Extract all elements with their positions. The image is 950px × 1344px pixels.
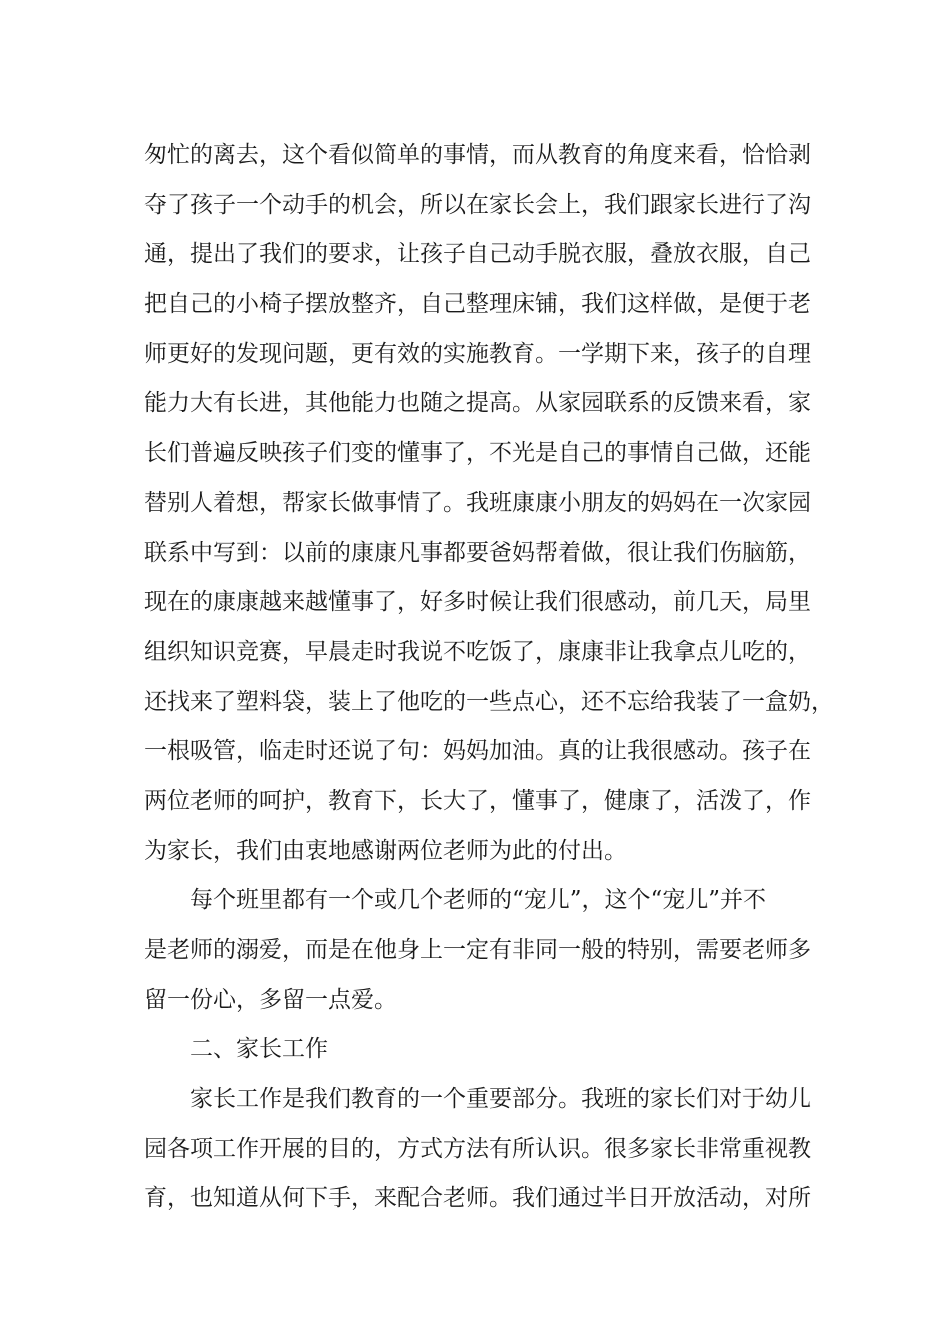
text-line: 还找来了塑料袋，装上了他吃的一些点心，还不忘给我装了一盒奶， [144,688,834,715]
text-line: 夺了孩子一个动手的机会，所以在家长会上，我们跟家长进行了沟 [144,191,811,218]
text-line: 育，也知道从何下手，来配合老师。我们通过半日开放活动，对所 [144,1185,811,1212]
text-line: 通，提出了我们的要求，让孩子自己动手脱衣服，叠放衣服，自己 [144,241,811,268]
text-line: 现在的康康越来越懂事了，好多时候让我们很感动，前几天，局里 [144,589,811,616]
text-line: 是老师的溺爱，而是在他身上一定有非同一般的特别，需要老师多 [144,937,811,963]
text-line: 园各项工作开展的目的，方式方法有所认识。很多家长非常重视教 [144,1135,811,1162]
text-line: 每个班里都有一个或几个老师的“宠儿”，这个“宠儿”并不 [190,887,767,914]
text-line: 师更好的发现问题，更有效的实施教育。一学期下来，孩子的自理 [144,340,811,367]
text-line: 匆忙的离去，这个看似简单的事情，而从教育的角度来看，恰恰剥 [144,142,811,168]
text-line: 组织知识竞赛，早晨走时我说不吃饭了，康康非让我拿点儿吃的， [144,638,811,665]
text-line: 把自己的小椅子摆放整齐，自己整理床铺，我们这样做，是便于老 [144,291,811,318]
body-text [144,131,834,1224]
text-line: 联系中写到：以前的康康凡事都要爸妈帮着做，很让我们伤脑筋， [144,539,811,566]
text-line: 替别人着想，帮家长做事情了。我班康康小朋友的妈妈在一次家园 [144,489,811,516]
section-heading: 二、家长工作 [190,1036,328,1063]
text-line: 一根吸管，临走时还说了句：妈妈加油。真的让我很感动。孩子在 [144,738,811,765]
text-line: 长们普遍反映孩子们变的懂事了，不光是自己的事情自己做，还能 [144,440,811,467]
text-line: 家长工作是我们教育的一个重要部分。我班的家长们对于幼儿 [190,1086,811,1113]
text-line: 能力大有长进，其他能力也随之提高。从家园联系的反馈来看，家 [144,390,811,417]
text-line: 为家长，我们由衷地感谢两位老师为此的付出。 [144,837,627,864]
text-line: 两位老师的呵护，教育下，长大了，懂事了，健康了，活泼了，作 [144,787,811,814]
text-line: 留一份心，多留一点爱。 [144,986,397,1013]
